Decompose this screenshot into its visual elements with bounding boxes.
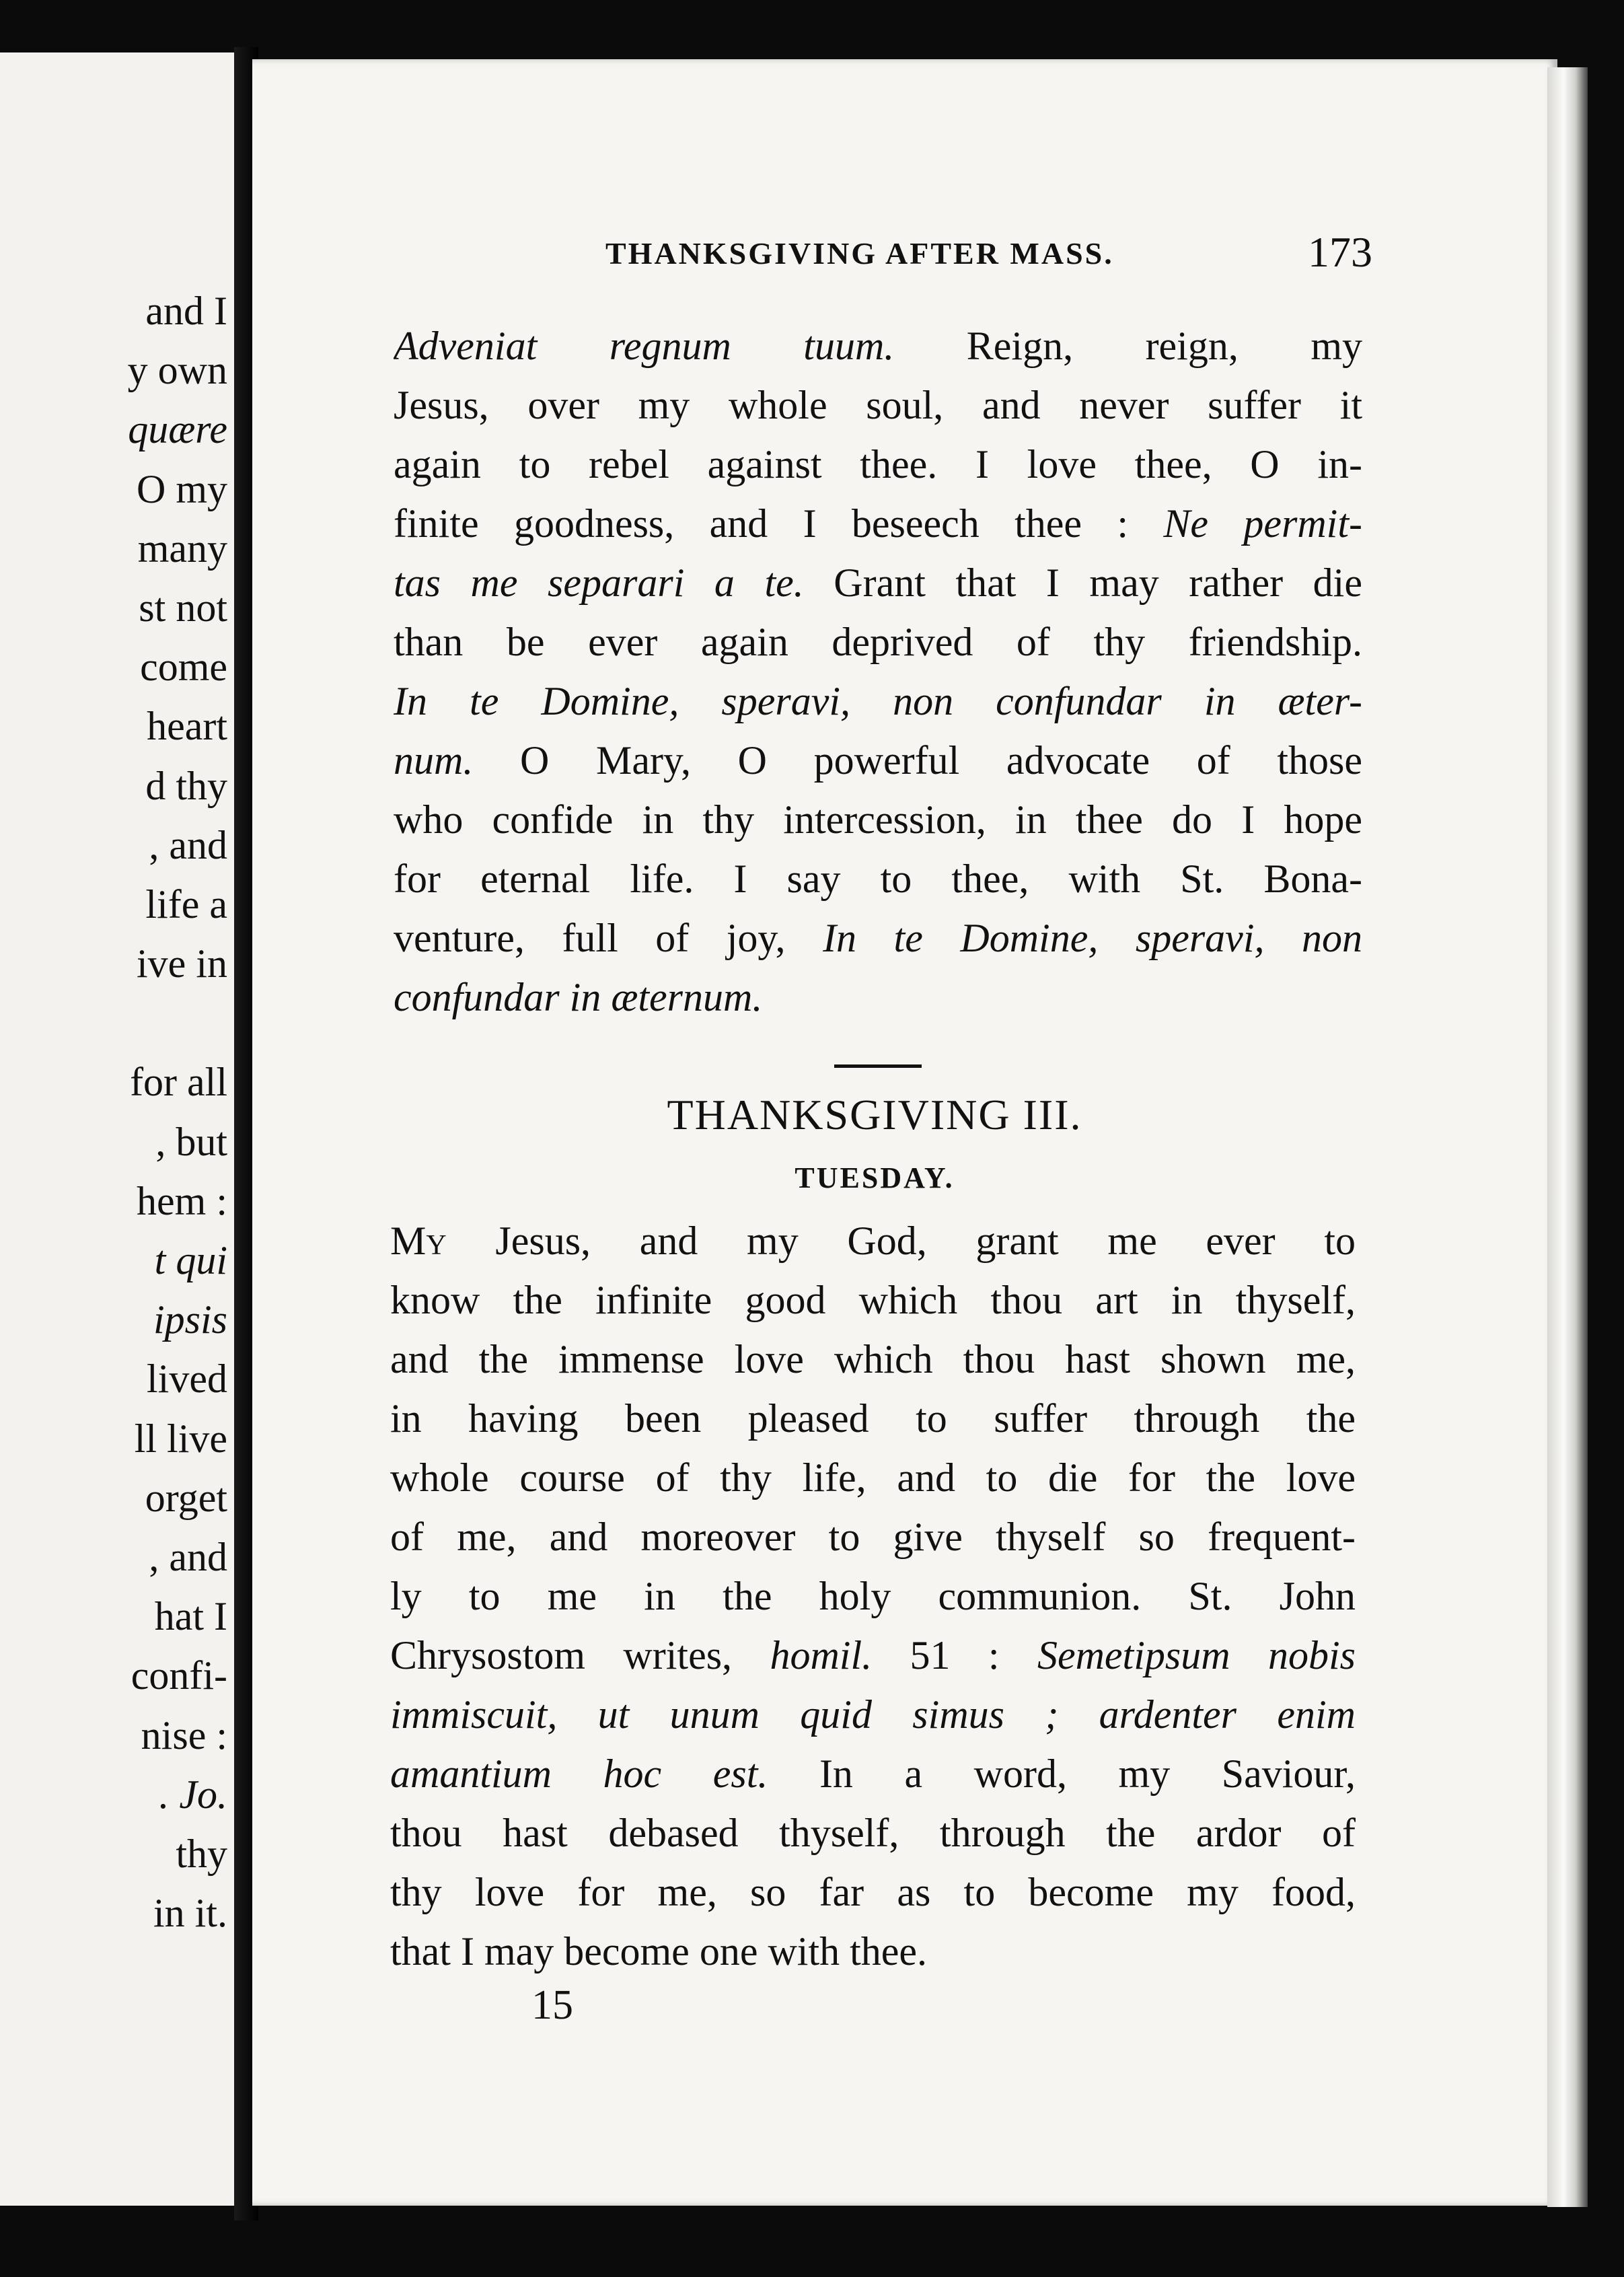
- section-title: THANKSGIVING III.: [667, 1091, 1082, 1138]
- previous-page-line: y own: [127, 348, 227, 393]
- previous-page-line: . Jo.: [159, 1772, 227, 1817]
- italic-text-run: Semetipsum nobis: [1037, 1633, 1356, 1677]
- text-run: thou hast debased thyself, through the ardor of: [390, 1811, 1356, 1855]
- text-line: [394, 435, 1362, 494]
- text-line: [390, 1626, 1356, 1685]
- italic-text-run: confundar in æternum.: [394, 975, 763, 1019]
- italic-text-run: In te Domine, speravi, non: [823, 916, 1362, 960]
- text-run: Reign, reign, my: [894, 324, 1362, 368]
- italic-text-run: immiscuit, ut unum quid simus ; ardenter enim: [390, 1692, 1356, 1737]
- text-run: in having been pleased to suffer through the: [390, 1396, 1356, 1441]
- previous-page-line: come: [140, 645, 227, 690]
- page-edge: [1547, 67, 1588, 2207]
- previous-page-line: hem :: [137, 1178, 227, 1223]
- text-run: venture, full of joy,: [394, 916, 823, 960]
- italic-text-run: amantium hoc est.: [390, 1751, 768, 1796]
- text-line: [394, 494, 1362, 553]
- text-line: [390, 1922, 1356, 1981]
- text-run: My: [390, 1219, 447, 1263]
- text-run: and the immense love which thou hast shown me,: [390, 1337, 1356, 1381]
- previous-page-line: in it.: [153, 1891, 227, 1936]
- previous-page-line: orget: [145, 1475, 227, 1520]
- previous-page: [0, 52, 239, 2206]
- text-line: [390, 1566, 1356, 1626]
- text-line: [394, 553, 1362, 612]
- italic-text-run: Ne permit-: [1163, 501, 1362, 546]
- paragraph-2: [390, 1211, 1356, 1981]
- text-line: [394, 908, 1362, 968]
- section-divider: [834, 1064, 922, 1068]
- text-run: O Mary, O powerful advocate of those: [473, 738, 1362, 783]
- italic-text-run: homil.: [770, 1633, 873, 1677]
- text-line: [390, 1270, 1356, 1330]
- previous-page-line: t qui: [154, 1238, 227, 1282]
- text-line: [390, 1389, 1356, 1448]
- previous-page-line: confi-: [131, 1653, 227, 1698]
- text-run: again to rebel against thee. I love thee, O in-: [394, 442, 1362, 486]
- text-line: [390, 1448, 1356, 1507]
- text-run: who confide in thy intercession, in thee do I hope: [394, 797, 1362, 842]
- italic-text-run: In te Domine, speravi, non confundar in æter-: [394, 679, 1362, 723]
- previous-page-line: for all: [130, 1060, 227, 1105]
- previous-page-line: ive in: [137, 941, 227, 986]
- italic-text-run: num.: [394, 738, 474, 783]
- text-run: ly to me in the holy communion. St. John: [390, 1574, 1356, 1618]
- previous-page-line: quære: [128, 407, 227, 452]
- text-line: [390, 1211, 1356, 1270]
- previous-page-line: , but: [155, 1119, 227, 1164]
- text-line: [394, 612, 1362, 672]
- text-line: [394, 316, 1362, 375]
- text-line: [394, 672, 1362, 731]
- text-line: [394, 790, 1362, 849]
- text-line: [394, 849, 1362, 908]
- italic-text-run: Adveniat regnum tuum.: [394, 324, 895, 368]
- previous-page-line: [0, 993, 227, 1052]
- text-run: than be ever again deprived of thy friendship.: [394, 620, 1362, 664]
- text-run: finite goodness, and I beseech thee :: [394, 501, 1164, 546]
- text-run: thy love for me, so far as to become my food,: [390, 1870, 1356, 1914]
- text-line: [390, 1330, 1356, 1389]
- signature-mark: 15: [531, 1982, 573, 2028]
- paragraph-1: [394, 316, 1362, 1027]
- previous-page-line: d thy: [145, 763, 227, 808]
- previous-page-line: thy: [176, 1831, 227, 1876]
- text-run: for eternal life. I say to thee, with St. Bona-: [394, 857, 1362, 901]
- previous-page-line: , and: [149, 822, 227, 867]
- previous-page-line: O my: [137, 466, 227, 511]
- text-run: 51 :: [872, 1633, 1037, 1677]
- previous-page-line: nise :: [141, 1712, 227, 1758]
- previous-page-line: heart: [147, 704, 227, 749]
- text-run: know the infinite good which thou art in thyself,: [390, 1278, 1356, 1322]
- text-line: [390, 1685, 1356, 1744]
- previous-page-line: life a: [145, 881, 227, 927]
- previous-page-line: st not: [139, 585, 227, 630]
- text-run: In a word, my Saviour,: [768, 1751, 1356, 1796]
- text-line: [390, 1863, 1356, 1922]
- text-line: [390, 1744, 1356, 1803]
- previous-page-text: [0, 281, 227, 1943]
- previous-page-line: many: [137, 526, 227, 571]
- text-line: [390, 1507, 1356, 1566]
- previous-page-line: hat I: [154, 1594, 227, 1639]
- text-run: Chrysostom writes,: [390, 1633, 770, 1677]
- previous-page-line: , and: [149, 1534, 227, 1579]
- text-run: Jesus, and my God, grant me ever to: [446, 1219, 1356, 1263]
- previous-page-line: lived: [147, 1357, 227, 1402]
- text-line: [394, 375, 1362, 435]
- text-run: of me, and moreover to give thyself so frequent-: [390, 1515, 1356, 1559]
- section-subtitle: TUESDAY.: [795, 1161, 955, 1194]
- running-head-title: THANKSGIVING AFTER MASS.: [605, 236, 1114, 270]
- text-line: [394, 968, 1362, 1027]
- page-number: 173: [1308, 228, 1372, 276]
- previous-page-line: ll live: [134, 1416, 227, 1461]
- text-run: Jesus, over my whole soul, and never suffer it: [394, 383, 1362, 427]
- text-run: that I may become one with thee.: [390, 1929, 928, 1974]
- text-run: Grant that I may rather die: [803, 561, 1362, 605]
- italic-text-run: tas me separari a te.: [394, 561, 804, 605]
- previous-page-line: ipsis: [153, 1297, 227, 1342]
- text-line: [394, 731, 1362, 790]
- text-run: whole course of thy life, and to die for the love: [390, 1455, 1356, 1500]
- previous-page-line: and I: [145, 289, 227, 333]
- text-line: [390, 1803, 1356, 1863]
